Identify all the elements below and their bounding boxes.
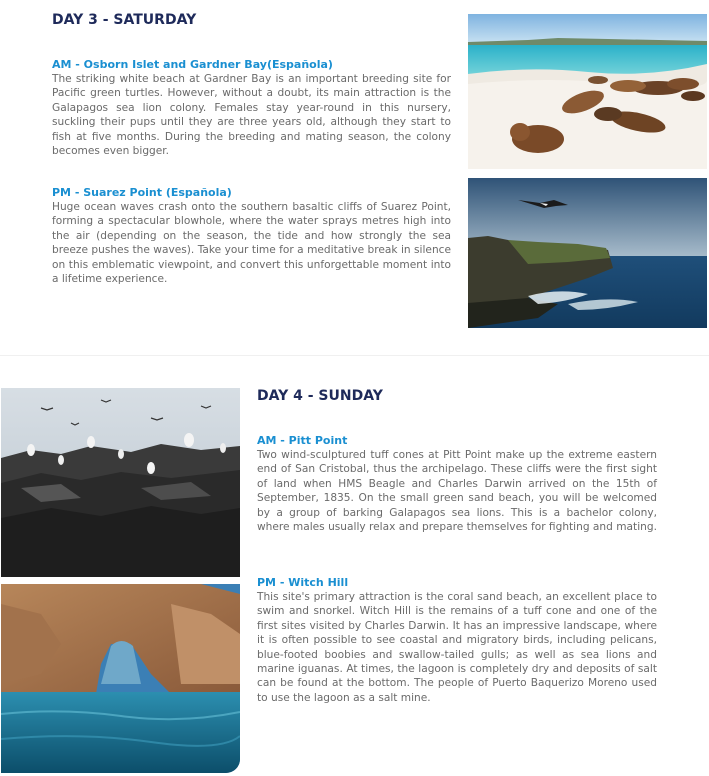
day4-pm-heading: PM - Witch Hill [257, 576, 349, 589]
witch-hill-arch-photo [1, 584, 240, 773]
day3-pm-text: Huge ocean waves crash onto the southern basaltic cliffs of Suarez Point, forming a spectacular blowhole, where the water sprays metres high into the air (depending on the season, the tide and how strongly the sea breeze pushes the waves). Take your time for a meditative break in silence on this emblematic viewpoint, and convert this unforgettable moment into a lifetime experience. [52, 201, 451, 286]
sea-lions-beach-photo [468, 14, 707, 169]
day3-pm-heading: PM - Suarez Point (Española) [52, 186, 232, 199]
suarez-point-cliffs-photo [468, 178, 707, 328]
day4-am-heading: AM - Pitt Point [257, 434, 348, 447]
day3-title: DAY 3 - SATURDAY [52, 12, 197, 28]
section-divider [0, 355, 709, 356]
day4-pm-text: This site's primary attraction is the coral sand beach, an excellent place to swim and snorkel. Witch Hill is the remains of a tuff cone and one of the first sites visited by Charles Darwin. It has an impressive landscape, where it is often possible to see coastal and migratory birds, including pelicans, blue-footed boobies and swallow-tailed gulls; as well as sea lions and marine iguanas. At times, the lagoon is completely dry and deposits of salt can be found at the bottom. The people of Puerto Baquerizo Moreno used to use the lagoon as a salt mine. [257, 591, 657, 704]
pitt-point-birds-photo [1, 388, 240, 577]
day4-title: DAY 4 - SUNDAY [257, 388, 383, 404]
day4-am-text: Two wind-sculptured tuff cones at Pitt Point make up the extreme eastern end of San Cristobal, thus the archipelago. These cliffs were the first sight of land when HMS Beagle and Charles Darwin arrived on the 15th of September, 1835. On the small green sand beach, you will be welcomed by a group of barking Galapagos sea lions. This is a bachelor colony, where males usually relax and prepare themselves for fighting and mating. [257, 449, 657, 534]
day3-am-heading: AM - Osborn Islet and Gardner Bay(Española) [52, 58, 333, 71]
day3-am-text: The striking white beach at Gardner Bay is an important breeding site for Pacific green turtles. However, without a doubt, its main attraction is the Galapagos sea lion colony. Females stay year-round in this nursery, suckling their pups until they are three years old, although they start to fish at five months. During the breeding and mating season, the colony becomes even bigger. [52, 73, 451, 158]
